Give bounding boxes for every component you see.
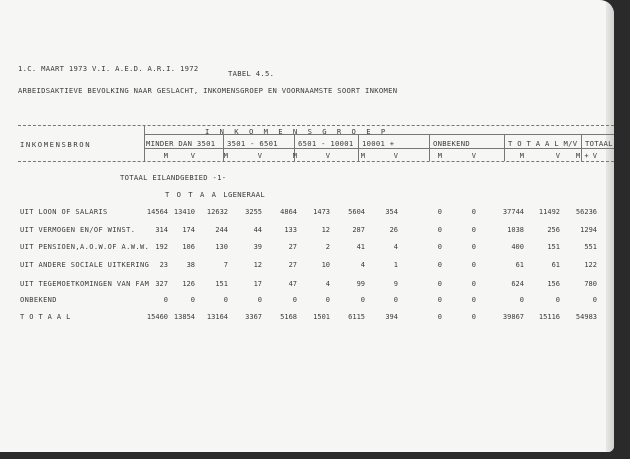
table-cell: 354: [385, 208, 398, 216]
table-cell: 1038: [507, 226, 524, 234]
table-cell: 27: [288, 261, 297, 269]
table-cell: 551: [584, 243, 597, 251]
sub-header: V: [190, 152, 195, 160]
table-cell: 0: [555, 296, 560, 304]
row-label: UIT VERMOGEN EN/OF WINST.: [20, 226, 136, 234]
section-label: TOTAAL EILANDGEBIED -1-: [120, 173, 227, 182]
group-header: TOTAAL: [585, 139, 613, 148]
group-header: ONBEKEND: [433, 139, 471, 148]
report-reference: 1.C. MAART 1973 V.I. A.E.D. A.R.I. 1972: [18, 64, 199, 73]
sub-header: V: [471, 152, 476, 160]
table-cell: 47: [288, 280, 297, 288]
table-cell: 126: [182, 280, 195, 288]
table-cell: 0: [437, 296, 442, 304]
group-header: 10001 +: [362, 139, 395, 148]
table-cell: 1501: [313, 313, 330, 321]
table-cell: 2: [325, 243, 330, 251]
table-cell: 12: [321, 226, 330, 234]
table-cell: 0: [437, 226, 442, 234]
table-cell: 0: [257, 296, 262, 304]
table-cell: 38: [186, 261, 195, 269]
table-cell: 10: [321, 261, 330, 269]
table-cell: 0: [471, 261, 476, 269]
table-cell: 0: [223, 296, 228, 304]
table-cell: 0: [437, 313, 442, 321]
table-cell: 314: [155, 226, 168, 234]
table-cell: 0: [437, 261, 442, 269]
table-cell: 44: [253, 226, 262, 234]
table-cell: 13854: [173, 313, 195, 321]
table-cell: 9: [393, 280, 398, 288]
table-cell: 61: [515, 261, 524, 269]
section-totaal: T O T A A L: [165, 190, 230, 199]
table-cell: 0: [163, 296, 168, 304]
row-label: T O T A A L: [20, 313, 71, 321]
table-cell: 133: [284, 226, 297, 234]
table-cell: 4864: [280, 208, 297, 216]
table-cell: 39867: [502, 313, 524, 321]
table-cell: 0: [471, 296, 476, 304]
header-rule-top: [18, 125, 614, 126]
table-cell: 11492: [538, 208, 560, 216]
row-label: ONBEKEND: [20, 296, 57, 304]
table-cell: 4: [325, 280, 330, 288]
table-cell: 106: [182, 243, 195, 251]
table-cell: 37744: [502, 208, 524, 216]
table-cell: 0: [437, 243, 442, 251]
table-cell: 122: [584, 261, 597, 269]
table-cell: 0: [360, 296, 365, 304]
table-cell: 394: [385, 313, 398, 321]
header-rule-bottom: [18, 161, 614, 162]
row-label: UIT PENSIOEN,A.O.W.OF A.W.W.: [20, 243, 150, 251]
sub-rule: [145, 148, 614, 149]
table-cell: 244: [215, 226, 228, 234]
table-cell: 0: [471, 243, 476, 251]
table-cell: 0: [592, 296, 597, 304]
table-cell: 192: [155, 243, 168, 251]
table-cell: 0: [471, 313, 476, 321]
table-cell: 780: [584, 280, 597, 288]
table-cell: 15460: [146, 313, 168, 321]
table-cell: 0: [437, 280, 442, 288]
group-header: 3501 - 6501: [227, 139, 278, 148]
table-cell: 0: [519, 296, 524, 304]
page-edge: [606, 0, 614, 452]
table-title: ARBEIDSAKTIEVE BEVOLKING NAAR GESLACHT, INKOMENSGROEP EN VOORNAAMSTE SOORT INKOMEN: [18, 86, 398, 95]
table-cell: 61: [551, 261, 560, 269]
table-cell: 0: [471, 226, 476, 234]
table-cell: 5168: [280, 313, 297, 321]
sub-header: M: [437, 152, 442, 160]
table-cell: 174: [182, 226, 195, 234]
table-cell: 0: [292, 296, 297, 304]
row-header: INKOMENSBRON: [20, 140, 92, 149]
table-cell: 327: [155, 280, 168, 288]
group-header: T O T A A L M/V: [508, 139, 578, 148]
table-cell: 6115: [348, 313, 365, 321]
sub-header: M: [360, 152, 365, 160]
table-cell: 12632: [206, 208, 228, 216]
table-cell: 5604: [348, 208, 365, 216]
table-cell: 15116: [538, 313, 560, 321]
table-cell: 151: [547, 243, 560, 251]
row-label: UIT LOON OF SALARIS: [20, 208, 108, 216]
group-header: 6501 - 10001: [298, 139, 354, 148]
table-cell: 4: [393, 243, 398, 251]
table-cell: 0: [190, 296, 195, 304]
inkomensgroep-header: I N K O M E N S G R O E P: [205, 127, 389, 136]
table-cell: 99: [356, 280, 365, 288]
table-cell: 7: [223, 261, 228, 269]
table-cell: 624: [511, 280, 524, 288]
table-cell: 1: [393, 261, 398, 269]
table-cell: 0: [471, 208, 476, 216]
sub-header: M: [292, 152, 297, 160]
table-cell: 13410: [173, 208, 195, 216]
table-cell: 287: [352, 226, 365, 234]
table-cell: 400: [511, 243, 524, 251]
sub-header: M: [223, 152, 228, 160]
sub-header: M + V: [575, 152, 597, 160]
row-label: UIT TEGEMOETKOMINGEN VAN FAM: [20, 280, 150, 288]
table-cell: 26: [389, 226, 398, 234]
section-generaal: GENERAAL: [228, 190, 266, 199]
table-cell: 14564: [146, 208, 168, 216]
table-cell: 0: [471, 280, 476, 288]
table-cell: 130: [215, 243, 228, 251]
table-cell: 1473: [313, 208, 330, 216]
table-cell: 56236: [575, 208, 597, 216]
sub-header: V: [257, 152, 262, 160]
table-cell: 41: [356, 243, 365, 251]
table-cell: 0: [437, 208, 442, 216]
table-cell: 3367: [245, 313, 262, 321]
table-cell: 3255: [245, 208, 262, 216]
table-cell: 17: [253, 280, 262, 288]
table-cell: 39: [253, 243, 262, 251]
group-header: MINDER DAN 3501: [146, 139, 216, 148]
table-cell: 23: [159, 261, 168, 269]
table-cell: 54983: [575, 313, 597, 321]
table-cell: 0: [393, 296, 398, 304]
table-number: TABEL 4.5.: [228, 69, 275, 78]
table-cell: 12: [253, 261, 262, 269]
table-cell: 27: [288, 243, 297, 251]
table-cell: 151: [215, 280, 228, 288]
sub-header: M: [163, 152, 168, 160]
sub-header: M: [519, 152, 524, 160]
table-cell: 13164: [206, 313, 228, 321]
table-cell: 0: [325, 296, 330, 304]
table-cell: 4: [360, 261, 365, 269]
sub-header: V: [325, 152, 330, 160]
table-cell: 1294: [580, 226, 597, 234]
sub-header: V: [555, 152, 560, 160]
table-cell: 156: [547, 280, 560, 288]
row-label: UIT ANDERE SOCIALE UITKERING: [20, 261, 150, 269]
sub-header: V: [393, 152, 398, 160]
table-cell: 256: [547, 226, 560, 234]
